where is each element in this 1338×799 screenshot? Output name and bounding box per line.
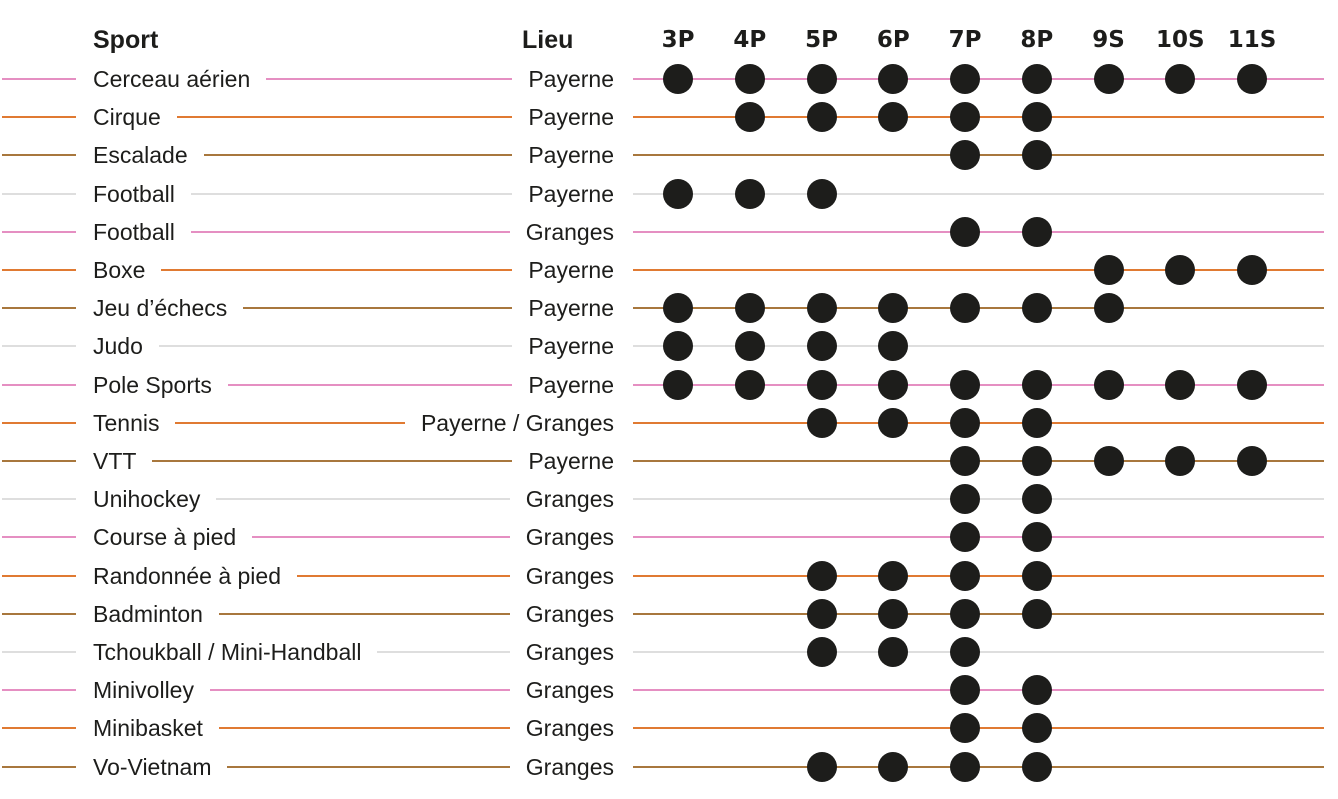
sport-name: Badminton xyxy=(93,598,205,630)
availability-dot-6p xyxy=(878,64,908,94)
row-line-middle xyxy=(227,766,510,768)
row-line-middle xyxy=(161,269,512,271)
availability-dot-6p xyxy=(878,752,908,782)
row-line-left xyxy=(2,345,76,347)
availability-dot-6p xyxy=(878,637,908,667)
table-row xyxy=(0,442,1338,480)
availability-dot-6p xyxy=(878,293,908,323)
row-line-middle xyxy=(152,460,512,462)
availability-dot-8p xyxy=(1022,64,1052,94)
sport-name: Minibasket xyxy=(93,712,205,744)
sport-name: Unihockey xyxy=(93,483,202,515)
lieu-name: Payerne xyxy=(526,254,614,286)
sport-name: Pole Sports xyxy=(93,369,214,401)
header-grade-3p: 3P xyxy=(661,27,695,53)
availability-dot-8p xyxy=(1022,752,1052,782)
row-line-left xyxy=(2,78,76,80)
availability-dot-7p xyxy=(950,408,980,438)
header-grade-4p: 4P xyxy=(733,27,767,53)
availability-dot-5p xyxy=(807,102,837,132)
header-grade-8p: 8P xyxy=(1020,27,1054,53)
availability-dot-8p xyxy=(1022,675,1052,705)
availability-dot-5p xyxy=(807,408,837,438)
availability-dot-5p xyxy=(807,293,837,323)
lieu-name: Payerne xyxy=(526,369,614,401)
availability-dot-8p xyxy=(1022,102,1052,132)
availability-dot-11s xyxy=(1237,446,1267,476)
table-row xyxy=(0,60,1338,98)
lieu-name: Granges xyxy=(524,674,614,706)
availability-dot-9s xyxy=(1094,446,1124,476)
row-line-left xyxy=(2,269,76,271)
availability-dot-8p xyxy=(1022,522,1052,552)
lieu-name: Payerne xyxy=(526,63,614,95)
lieu-name: Granges xyxy=(524,216,614,248)
availability-dot-7p xyxy=(950,446,980,476)
table-row xyxy=(0,289,1338,327)
lieu-name: Granges xyxy=(524,598,614,630)
table-row xyxy=(0,595,1338,633)
availability-dot-5p xyxy=(807,599,837,629)
row-line-left xyxy=(2,384,76,386)
sport-name: Judo xyxy=(93,330,145,362)
row-line-middle xyxy=(243,307,512,309)
availability-dot-5p xyxy=(807,64,837,94)
lieu-name: Payerne / Granges xyxy=(419,407,614,439)
table-row xyxy=(0,366,1338,404)
row-line-middle xyxy=(177,116,512,118)
availability-dot-10s xyxy=(1165,255,1195,285)
availability-dot-3p xyxy=(663,64,693,94)
row-line-left xyxy=(2,613,76,615)
availability-dot-8p xyxy=(1022,293,1052,323)
sport-name: Randonnée à pied xyxy=(93,560,283,592)
availability-dot-10s xyxy=(1165,64,1195,94)
row-line-middle xyxy=(210,689,510,691)
availability-dot-10s xyxy=(1165,370,1195,400)
availability-dot-8p xyxy=(1022,561,1052,591)
row-line-middle xyxy=(228,384,512,386)
lieu-name: Granges xyxy=(524,521,614,553)
availability-dot-9s xyxy=(1094,370,1124,400)
availability-dot-8p xyxy=(1022,140,1052,170)
table-row xyxy=(0,518,1338,556)
availability-dot-7p xyxy=(950,675,980,705)
lieu-name: Granges xyxy=(524,560,614,592)
header-sport: Sport xyxy=(93,26,159,54)
row-line-middle xyxy=(297,575,510,577)
sport-name: Tennis xyxy=(93,407,161,439)
row-line-left xyxy=(2,536,76,538)
availability-dot-7p xyxy=(950,370,980,400)
availability-dot-7p xyxy=(950,217,980,247)
sport-name: Football xyxy=(93,178,177,210)
row-line-middle xyxy=(216,498,510,500)
row-line-middle xyxy=(175,422,405,424)
availability-dot-7p xyxy=(950,561,980,591)
sport-name: Vo-Vietnam xyxy=(93,751,213,783)
availability-dot-7p xyxy=(950,484,980,514)
row-line-middle xyxy=(204,154,512,156)
row-line-middle xyxy=(377,651,510,653)
header-grade-5p: 5P xyxy=(805,27,838,53)
header-lieu: Lieu xyxy=(522,26,574,54)
sport-name: Jeu d’échecs xyxy=(93,292,229,324)
table-row xyxy=(0,633,1338,671)
availability-dot-11s xyxy=(1237,370,1267,400)
availability-dot-7p xyxy=(950,522,980,552)
availability-dot-6p xyxy=(878,331,908,361)
table-row xyxy=(0,327,1338,365)
row-line-middle xyxy=(191,231,510,233)
availability-dot-6p xyxy=(878,599,908,629)
row-line-left xyxy=(2,575,76,577)
availability-dot-8p xyxy=(1022,217,1052,247)
header-grade-10s: 10S xyxy=(1155,27,1205,53)
availability-dot-10s xyxy=(1165,446,1195,476)
row-line-left xyxy=(2,193,76,195)
row-line-middle xyxy=(266,78,512,80)
row-line-left xyxy=(2,154,76,156)
lieu-name: Payerne xyxy=(526,445,614,477)
availability-dot-8p xyxy=(1022,484,1052,514)
availability-dot-5p xyxy=(807,561,837,591)
availability-dot-3p xyxy=(663,331,693,361)
row-line-middle xyxy=(191,193,512,195)
availability-dot-7p xyxy=(950,64,980,94)
availability-dot-11s xyxy=(1237,64,1267,94)
row-line-left xyxy=(2,651,76,653)
sport-name: Football xyxy=(93,216,177,248)
lieu-name: Granges xyxy=(524,636,614,668)
row-line-left xyxy=(2,460,76,462)
availability-dot-5p xyxy=(807,370,837,400)
row-line-left xyxy=(2,422,76,424)
header-grade-7p: 7P xyxy=(948,27,982,53)
header-grade-11s: 11S xyxy=(1227,27,1277,53)
row-line-left xyxy=(2,498,76,500)
row-line-left xyxy=(2,307,76,309)
lieu-name: Granges xyxy=(524,712,614,744)
availability-dot-8p xyxy=(1022,713,1052,743)
availability-dot-6p xyxy=(878,408,908,438)
availability-dot-5p xyxy=(807,637,837,667)
availability-dot-5p xyxy=(807,179,837,209)
row-line-left xyxy=(2,231,76,233)
availability-dot-11s xyxy=(1237,255,1267,285)
lieu-name: Payerne xyxy=(526,178,614,210)
availability-dot-4p xyxy=(735,331,765,361)
table-row xyxy=(0,671,1338,709)
table-row xyxy=(0,709,1338,747)
availability-dot-5p xyxy=(807,752,837,782)
table-row xyxy=(0,480,1338,518)
availability-dot-3p xyxy=(663,293,693,323)
availability-dot-5p xyxy=(807,331,837,361)
availability-dot-8p xyxy=(1022,446,1052,476)
availability-dot-6p xyxy=(878,370,908,400)
availability-dot-8p xyxy=(1022,408,1052,438)
row-line-right xyxy=(633,269,1324,271)
availability-dot-6p xyxy=(878,561,908,591)
lieu-name: Granges xyxy=(524,483,614,515)
row-line-middle xyxy=(252,536,510,538)
lieu-name: Payerne xyxy=(526,101,614,133)
availability-dot-4p xyxy=(735,64,765,94)
lieu-name: Payerne xyxy=(526,330,614,362)
sport-name: Course à pied xyxy=(93,521,238,553)
availability-dot-9s xyxy=(1094,293,1124,323)
header-grade-9s: 9S xyxy=(1092,27,1125,53)
availability-dot-8p xyxy=(1022,370,1052,400)
sport-name: Tchoukball / Mini-Handball xyxy=(93,636,363,668)
table-row xyxy=(0,213,1338,251)
availability-dot-7p xyxy=(950,140,980,170)
lieu-name: Payerne xyxy=(526,292,614,324)
availability-dot-7p xyxy=(950,599,980,629)
row-line-left xyxy=(2,727,76,729)
lieu-name: Granges xyxy=(524,751,614,783)
availability-dot-3p xyxy=(663,370,693,400)
table-row xyxy=(0,404,1338,442)
table-row xyxy=(0,136,1338,174)
row-line-left xyxy=(2,689,76,691)
availability-dot-4p xyxy=(735,179,765,209)
availability-dot-9s xyxy=(1094,255,1124,285)
row-line-left xyxy=(2,116,76,118)
table-row xyxy=(0,557,1338,595)
availability-dot-7p xyxy=(950,293,980,323)
sport-name: Minivolley xyxy=(93,674,196,706)
availability-dot-7p xyxy=(950,637,980,667)
availability-dot-7p xyxy=(950,752,980,782)
table-row xyxy=(0,98,1338,136)
availability-dot-7p xyxy=(950,713,980,743)
row-line-middle xyxy=(219,613,510,615)
availability-dot-4p xyxy=(735,370,765,400)
availability-dot-4p xyxy=(735,102,765,132)
sport-name: Escalade xyxy=(93,139,190,171)
sport-name: Boxe xyxy=(93,254,147,286)
row-line-middle xyxy=(159,345,512,347)
availability-dot-9s xyxy=(1094,64,1124,94)
lieu-name: Payerne xyxy=(526,139,614,171)
table-row xyxy=(0,175,1338,213)
header-grade-6p: 6P xyxy=(876,27,910,53)
availability-dot-3p xyxy=(663,179,693,209)
sport-name: VTT xyxy=(93,445,138,477)
table-row xyxy=(0,748,1338,786)
row-line-left xyxy=(2,766,76,768)
row-line-middle xyxy=(219,727,510,729)
availability-dot-4p xyxy=(735,293,765,323)
sport-name: Cirque xyxy=(93,101,163,133)
sport-name: Cerceau aérien xyxy=(93,63,252,95)
table-row xyxy=(0,251,1338,289)
availability-dot-8p xyxy=(1022,599,1052,629)
availability-dot-7p xyxy=(950,102,980,132)
availability-dot-6p xyxy=(878,102,908,132)
